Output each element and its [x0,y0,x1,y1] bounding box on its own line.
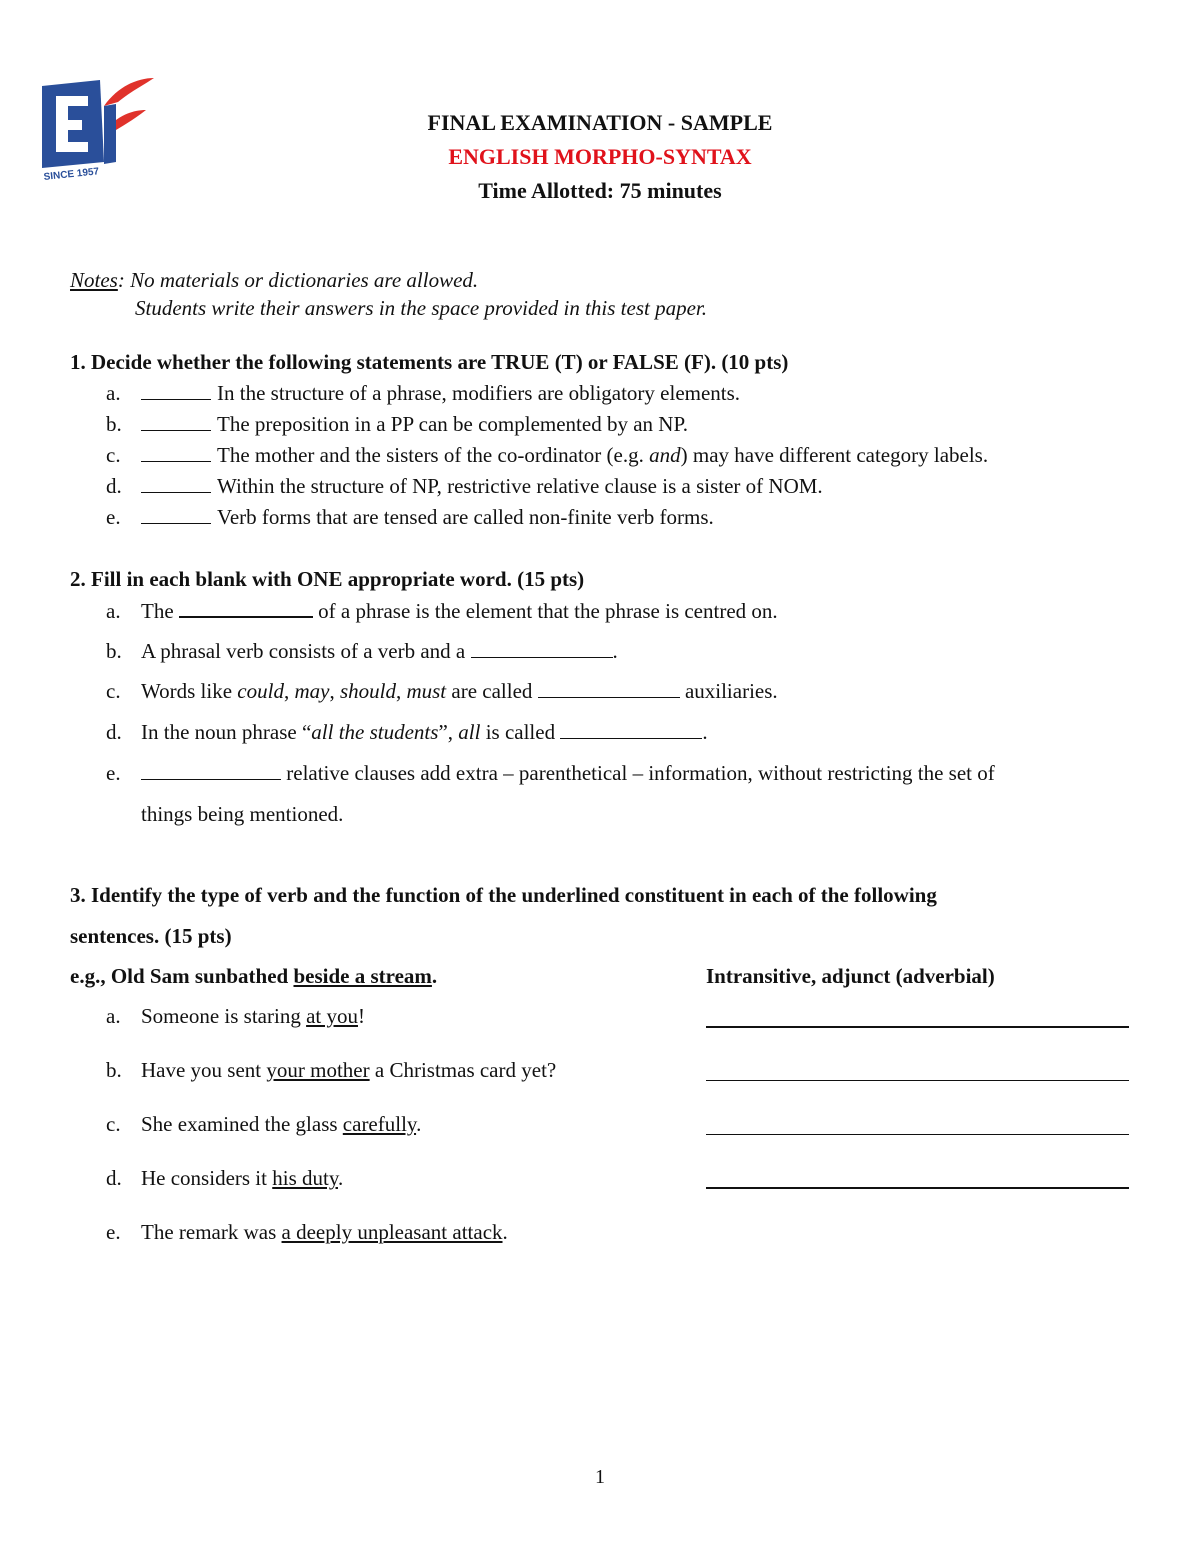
item-text: Within the structure of NP, restrictive relative clause is a sister of NOM. [217,474,823,498]
item-letter: a. [106,381,121,405]
example-text-pre: e.g., Old Sam sunbathed [70,964,294,988]
time-allotted: Time Allotted: 75 minutes [478,178,722,203]
item-letter: a. [106,599,121,623]
item-letter: c. [106,1112,121,1136]
separator: , [283,679,295,703]
answer-blank[interactable] [141,412,211,431]
item-text: In the structure of a phrase, modifiers are obligatory elements. [217,381,741,405]
exam-subject: ENGLISH MORPHO-SYNTAX [448,144,752,169]
answer-line-d[interactable] [706,1187,1129,1189]
page-number: 1 [595,1466,605,1488]
item-text-pre: He considers it [141,1166,273,1190]
notes [70,266,707,322]
item-text-pre: Someone is staring [141,1004,307,1028]
item-letter: e. [106,505,121,529]
item-letter: a. [106,1004,121,1028]
item-text-pre: She examined the glass [141,1112,343,1136]
item-text-pre: Words like [141,679,238,703]
item-text-mid: ”, [438,720,459,744]
example-text-post: . [431,964,438,988]
notes-line-1: No materials or dictionaries are allowed. [130,268,479,292]
item-text-pre: The mother and the sisters of the co-ordinator (e.g. [217,443,650,467]
answer-blank[interactable] [471,639,613,658]
item-text-post: ) may have different category labels. [680,443,989,467]
item-text: The preposition in a PP can be complemented by an NP. [217,412,689,436]
answer-blank[interactable] [141,381,211,400]
q1-item-c [106,443,988,468]
notes-line-2: Students write their answers in the space provided in this test paper. [135,296,708,320]
item-text-pre: The [141,599,179,623]
q3-item-c [106,1112,421,1137]
answer-blank[interactable] [179,598,313,618]
answer-blank[interactable] [538,679,680,698]
item-text-pre: The remark was [141,1220,282,1244]
item-text-post: . [337,1166,344,1190]
item-text-mid: is called [480,720,561,744]
q1-item-d [106,474,823,499]
modal-may: may [294,679,330,703]
item-text-em: and [649,443,681,467]
item-underlined: at you [306,1004,358,1028]
item-text: Verb forms that are tensed are called non-finite verb forms. [217,505,714,529]
q3-item-b [106,1058,556,1083]
q3-item-d [106,1166,343,1191]
exam-title: FINAL EXAMINATION - SAMPLE [427,110,773,135]
item-underlined: a deeply unpleasant attack [281,1220,503,1244]
notes-colon: : [117,268,131,292]
logo-tagline: SINCE 1957 [43,166,100,183]
q2-item-c [106,679,778,704]
item-letter: d. [106,1166,122,1190]
modal-could: could [237,679,284,703]
q3-item-a [106,1004,365,1029]
q3-heading-line-1: 3. Identify the type of verb and the function of the underlined constituent in each of the following [70,883,937,907]
item-underlined: carefully [342,1112,417,1136]
answer-blank[interactable] [141,761,281,780]
q2-item-e-continued: things being mentioned. [141,802,344,826]
item-text-post: . [416,1112,422,1136]
answer-line-a[interactable] [706,1026,1129,1028]
item-text-post: relative clauses add extra – parenthetical – information, without restricting the set of [281,761,995,785]
q2-item-b [106,639,618,664]
item-letter: d. [106,720,122,744]
item-text-em: all [458,720,481,744]
q1-item-a [106,381,740,406]
item-text-mid: are called [446,679,538,703]
q3-example [70,964,437,989]
exam-header [0,106,1200,208]
example-underlined: beside a stream [293,964,432,988]
modal-should: should [339,679,396,703]
q2-heading: 2. Fill in each blank with ONE appropriate word. (15 pts) [70,567,585,591]
q3-heading-line-2: sentences. (15 pts) [70,924,232,948]
item-text-pre: A phrasal verb consists of a verb and a [141,639,471,663]
item-underlined: your mother [266,1058,370,1082]
item-text-post: . [502,1220,508,1244]
item-text-post: . [702,720,708,744]
answer-blank[interactable] [560,720,702,739]
q2-item-a [106,598,778,624]
answer-blank[interactable] [141,443,211,462]
answer-line-b[interactable] [706,1080,1129,1081]
item-letter: c. [106,679,121,703]
answer-blank[interactable] [141,474,211,493]
item-underlined: his duty [272,1166,338,1190]
item-text-post: . [612,639,618,663]
q1-item-b [106,412,688,437]
answer-line-c[interactable] [706,1134,1129,1135]
q1-item-e [106,505,714,530]
item-text-pre: In the noun phrase “ [141,720,312,744]
item-text-post: ! [357,1004,365,1028]
q2-item-d [106,720,708,745]
item-text-post: auxiliaries. [679,679,778,703]
item-text-post: of a phrase is the element that the phrase is centred on. [312,599,778,623]
item-letter: e. [106,761,121,785]
item-letter: b. [106,412,122,436]
q3-item-e [106,1220,508,1245]
item-letter: b. [106,639,122,663]
modal-must: must [406,679,447,703]
separator: , [395,679,407,703]
item-letter: d. [106,474,122,498]
item-letter: b. [106,1058,122,1082]
item-letter: e. [106,1220,121,1244]
item-letter: c. [106,443,121,467]
q1-heading: 1. Decide whether the following statements are TRUE (T) or FALSE (F). (10 pts) [70,350,789,374]
q2-item-e [106,761,995,786]
item-text-pre: Have you sent [141,1058,267,1082]
item-text-post: a Christmas card yet? [369,1058,557,1082]
answer-blank[interactable] [141,505,211,524]
notes-label: Notes [70,268,118,292]
separator: , [329,679,340,703]
example-answer: Intransitive, adjunct (adverbial) [706,964,995,988]
item-text-em: all the students [311,720,439,744]
